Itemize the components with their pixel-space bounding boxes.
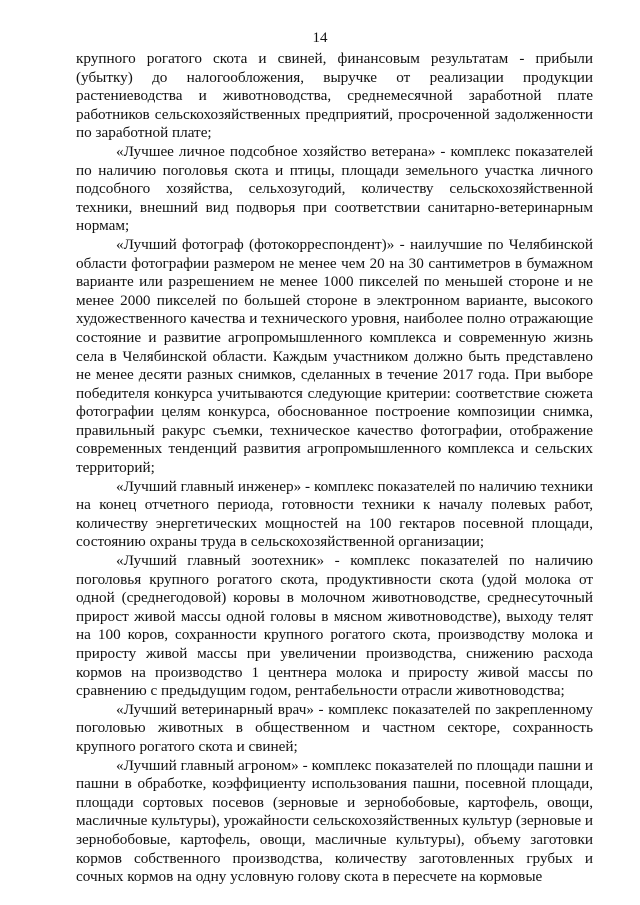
text-line: кормов собственного производства, количеству заготовленных грубых и bbox=[76, 849, 593, 867]
text-line: «Лучший главный агроном» - комплекс показателей по площади пашни и bbox=[116, 756, 593, 774]
paragraph bbox=[76, 478, 593, 552]
text-line: «Лучший главный инженер» - комплекс показателей по наличию техники bbox=[116, 477, 593, 495]
paragraph bbox=[76, 236, 593, 478]
text-line: «Лучшее личное подсобное хозяйство ветерана» - комплекс показателей bbox=[116, 142, 593, 160]
text-line: подсобного хозяйства, сельхозугодий, количеству сельскохозяйственной bbox=[76, 180, 593, 198]
text-line: области фотографии размером не менее чем 20 на 30 сантиметров в бумажном bbox=[76, 254, 593, 272]
text-line: менее 2000 пикселей по большей стороне в электронном варианте, высокого bbox=[76, 291, 593, 309]
paragraph bbox=[76, 143, 593, 236]
text-line: сочных кормов на одну условную голову скота в пересчете на кормовые bbox=[76, 868, 543, 886]
text-line: современных тенденций развития агропромышленного комплекса и сельских bbox=[76, 440, 593, 458]
text-line: пашни в обработке, коэффициенту использования пашни, посевной площади, bbox=[76, 775, 593, 793]
paragraph bbox=[76, 50, 593, 143]
text-line: (убытку) до налогообложения, выручке от реализации продукции bbox=[76, 68, 593, 86]
text-line: площади сортовых посевов (зерновые и зернобобовые, картофель, овощи, bbox=[76, 793, 593, 811]
page-number: 14 bbox=[312, 30, 328, 46]
text-line: приросту живой массы при увеличении производства, снижению расхода bbox=[76, 645, 593, 662]
text-line: «Лучший ветеринарный врач» - комплекс показателей по закрепленному bbox=[116, 700, 593, 718]
text-line: крупного рогатого скота и свиней, финансовым результатам - прибыли bbox=[76, 50, 593, 67]
text-line: прирост живой массы одной головы в мясном животноводстве), выходу телят bbox=[76, 607, 593, 625]
text-line: по наличию поголовья скота и птицы, площади земельного участка личного bbox=[76, 161, 593, 179]
paragraph bbox=[76, 552, 593, 701]
text-line: крупного рогатого скота и свиней; bbox=[76, 737, 298, 755]
text-line: «Лучший главный зоотехник» - комплекс показателей по наличию bbox=[116, 552, 593, 570]
text-line: территорий; bbox=[76, 459, 155, 477]
text-line: нормам; bbox=[76, 217, 130, 235]
document-body bbox=[76, 50, 593, 887]
text-line: по заработной плате; bbox=[76, 124, 212, 142]
paragraph bbox=[76, 701, 593, 757]
text-line: художественного качества и технического уровня, наиболее полно отражающие bbox=[76, 310, 593, 328]
text-line: поголовью животных в общественном и частном секторе, сохранность bbox=[76, 719, 593, 737]
text-line: правильный ракурс съемки, техническое качество фотографии, отображение bbox=[76, 421, 593, 439]
text-line: работников сельскохозяйственных предприятий, просроченной задолженности bbox=[76, 105, 593, 123]
text-line: количеству энергетических мощностей на 100 гектаров посевной площади, bbox=[76, 514, 593, 532]
text-line: варианте или разрешением не менее 1000 пикселей по меньшей стороне и не bbox=[76, 273, 593, 291]
text-line: «Лучший фотограф (фотокорреспондент)» - наилучшие по Челябинской bbox=[116, 235, 593, 253]
text-line: техники, внешний вид подворья при соответствии санитарно-ветеринарным bbox=[76, 198, 593, 216]
text-line: кормов на производство 1 центнера молока и приросту живой массы по bbox=[76, 663, 593, 681]
text-line: зернобобовые, картофель, овощи, масличные культуры), объему заготовки bbox=[76, 830, 593, 848]
text-line: победителя конкурса учитываются следующие критерии: соответствие сюжета bbox=[76, 384, 593, 402]
paragraph bbox=[76, 757, 593, 887]
text-line: одной (среднегодовой) коровы в молочном животноводстве, среднесуточный bbox=[76, 589, 593, 607]
text-line: состоянию охраны труда в сельскохозяйственной организации; bbox=[76, 533, 485, 551]
text-line: растениеводства и животноводства, среднемесячной заработной плате bbox=[76, 87, 593, 105]
text-line: села в Челябинской области. Каждым участником должно быть представлено bbox=[76, 347, 593, 365]
text-line: поголовья крупного рогатого скота, продуктивности скота (удой молока от bbox=[76, 570, 593, 588]
text-line: не менее десяти разных снимков, сделанных в течение 2017 года. При выборе bbox=[76, 366, 593, 384]
text-line: на 100 коров, сохранности крупного рогатого скота, производству молока и bbox=[76, 626, 593, 644]
text-line: на конец отчетного периода, готовности техники к началу полевых работ, bbox=[76, 496, 593, 514]
text-line: состояние и развитие агропромышленного комплекса и современную жизнь bbox=[76, 328, 593, 346]
text-line: масличные культуры), урожайности сельскохозяйственных культур (зерновые и bbox=[76, 812, 593, 830]
text-line: сравнению с предыдущим годом, рентабельности отрасли животноводства; bbox=[76, 682, 565, 700]
text-line: фотографии целям конкурса, обоснованное построение композиции снимка, bbox=[76, 403, 593, 421]
